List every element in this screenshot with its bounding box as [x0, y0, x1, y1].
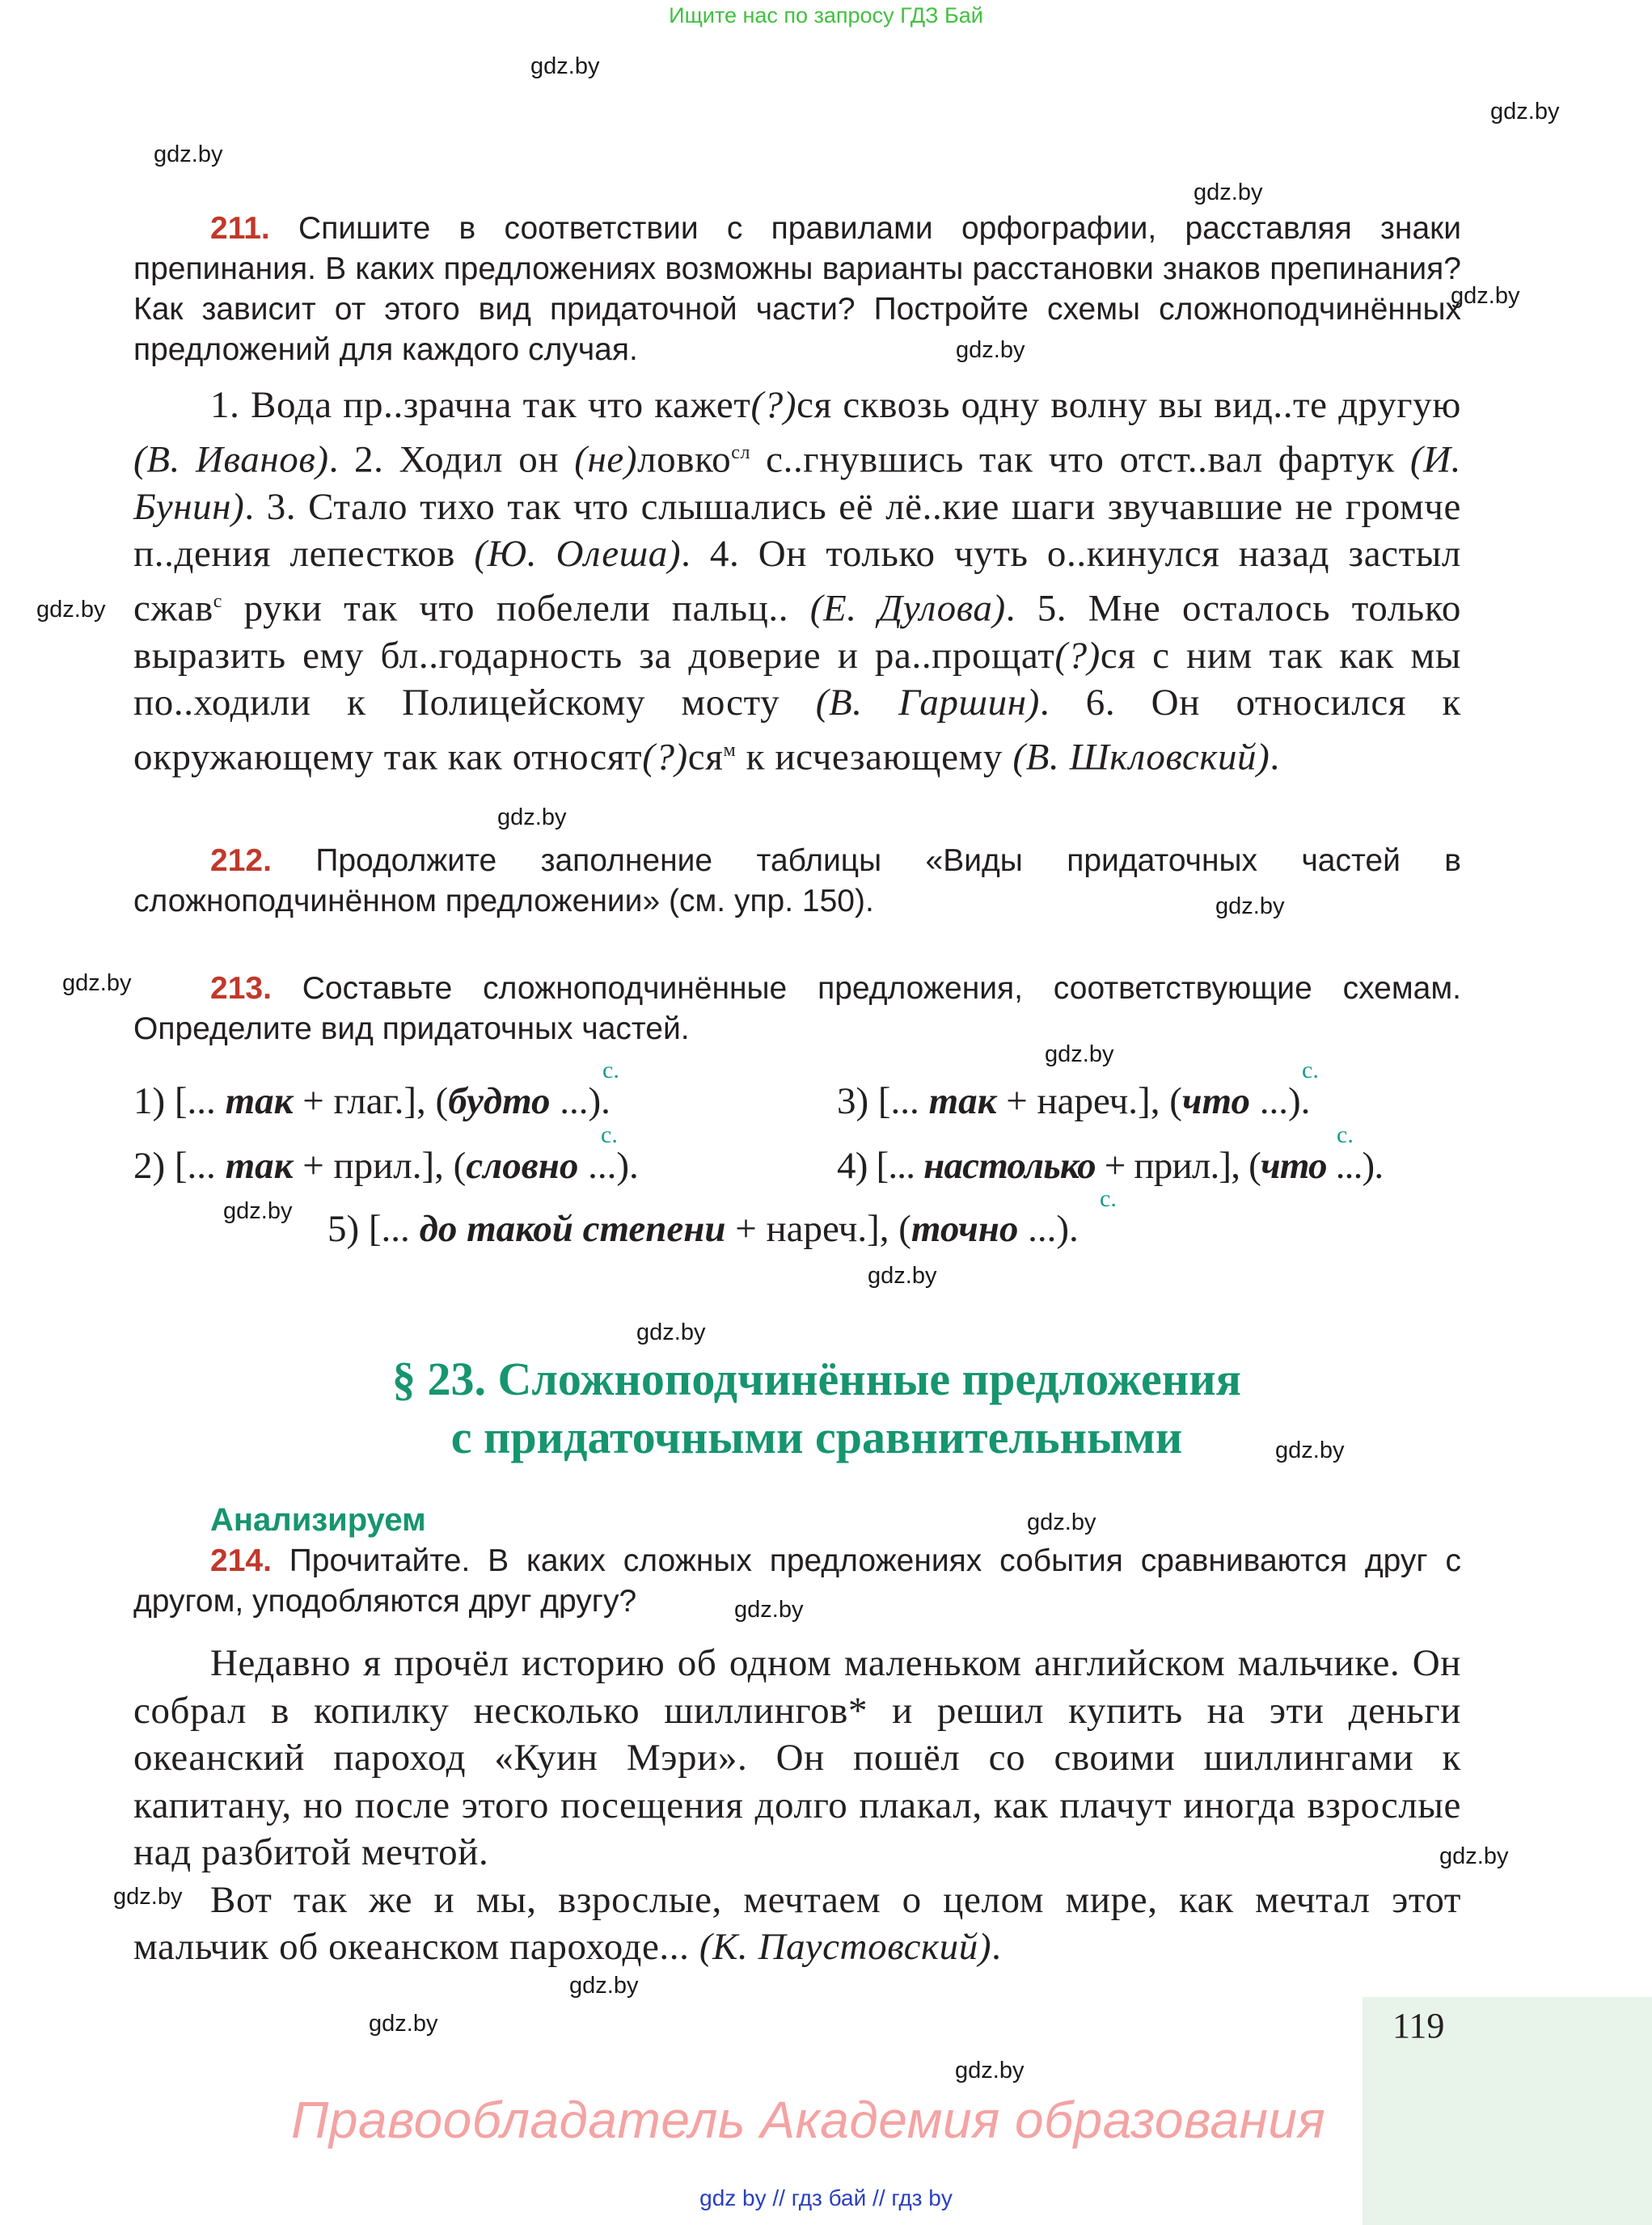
watermark: gdz.by — [154, 141, 223, 167]
exercise-paragraph: Недавно я прочёл историю об одном маленьком английском мальчике. Он собрал в копилку несколько шиллингов* и решил купить на эти деньги океанский пароход «Куин Мэри». Он пошёл со своими шиллингами к капитану, но после этого посещения долго плакал, как плачут иногда взрослые над разбитой мечтой. — [133, 1642, 1461, 1873]
exercise-paragraph: Вот так же и мы, взрослые, мечтаем о целом мире, как мечтал этот мальчик об океанском пароходе... (К. Паустовский). — [133, 1878, 1461, 1968]
conjunction-mark: с. — [602, 1057, 619, 1083]
watermark: gdz.by — [369, 2011, 438, 2037]
conjunction-mark: с. — [1337, 1121, 1354, 1148]
task-number: 213. — [210, 971, 272, 1006]
task-211 — [133, 209, 1461, 370]
subheading: Анализируем — [210, 1502, 426, 1538]
top-banner[interactable]: Ищите нас по запросу ГДЗ Бай — [669, 3, 983, 27]
watermark: gdz.by — [1045, 1041, 1114, 1067]
schema-3: 3) [... так + нареч.], (что ...). — [837, 1080, 1311, 1122]
schema-1: 1) [... так + глаг.], (будто ...). — [133, 1080, 611, 1122]
watermark: gdz.by — [1275, 1438, 1345, 1463]
task-text: Составьте сложноподчинённые предложения, соответствующие схемам. Определите вид придаточных частей. — [133, 971, 1462, 1046]
author: (И. Бунин) — [133, 438, 1462, 528]
watermark: gdz.by — [1194, 179, 1263, 205]
watermark: gdz.by — [497, 804, 567, 830]
copyright-notice: Правообладатель Академия образования — [291, 2091, 1326, 2149]
exercise-211-text — [133, 382, 1461, 781]
watermark: gdz.by — [1439, 1843, 1509, 1869]
watermark: gdz.by — [62, 970, 132, 996]
watermark: gdz.by — [113, 1884, 183, 1910]
watermark: gdz.by — [569, 1973, 639, 1999]
page-number: 119 — [1392, 2006, 1445, 2046]
task-number: 211. — [210, 211, 270, 246]
exercise-paragraph: 1. Вода пр..зрачна так что кажет(?)ся сквозь одну волну вы вид..те другую (В. Иванов). 2. Ходил он (не)ловко$^{сл}$ с..гнувшись так что отст..вал фартук (И. Бунин). 3. Стало тихо так что слышались её лё..кие шаги звучавшие не громче п..дения лепестков (Ю. Олеша). 4. Он только чуть о..кинулся назад застыл сжав$^с$ руки так что побелели пальц.. (Е. Дулова). 5. Мне осталось только выразить ему бл..годарность за доверие и ра..прощат(?)ся с ним так как мы по..ходили к Полицейскому мосту (В. Гаршин). 6. Он относился к окружающему так как $относят(?)ся^м$ к исчезающему (В. Шкловский). — [133, 384, 1462, 779]
author: (В. Гаршин) — [815, 682, 1040, 724]
watermark: gdz.by — [1490, 99, 1560, 125]
task-213 — [133, 969, 1461, 1049]
task-number: 212. — [210, 843, 272, 878]
conjunction-mark: с. — [1302, 1057, 1319, 1083]
task-text: Спишите в соответствии с правилами орфографии, расставляя знаки препинания. В каких предложениях возможны варианты расстановки знаков препинания? Как зависит от этого вид придаточной части? Постройте схемы сложноподчинённых предложений для каждого случая. — [133, 211, 1461, 367]
schema-2: 2) [... так + прил.], (словно ...). — [133, 1145, 639, 1187]
section-title-line-2: с придаточными сравнительными — [450, 1411, 1183, 1463]
bottom-links[interactable]: gdz by // гдз бай // гдз by — [699, 2185, 953, 2210]
author: (В. Шкловский) — [1012, 736, 1270, 779]
watermark: gdz.by — [734, 1597, 804, 1623]
task-text: Продолжите заполнение таблицы «Виды придаточных частей в сложноподчинённом предложении» (см. упр. 150). — [133, 843, 1461, 918]
author: (К. Паустовский) — [699, 1926, 992, 1968]
task-212 — [133, 841, 1461, 922]
task-number: 214. — [210, 1543, 272, 1578]
author: (Е. Дулова) — [809, 587, 1006, 630]
author: (В. Иванов) — [133, 438, 329, 481]
conjunction-mark: с. — [1100, 1185, 1117, 1212]
author: (Ю. Олеша) — [474, 533, 682, 576]
task-text: Прочитайте. В каких сложных предложениях события сравниваются друг с другом, уподобляются друг другу? — [133, 1543, 1462, 1619]
watermark: gdz.by — [636, 1319, 706, 1345]
watermark: gdz.by — [530, 53, 600, 79]
watermark: gdz.by — [868, 1263, 937, 1289]
watermark: gdz.by — [956, 337, 1025, 363]
watermark: gdz.by — [1027, 1509, 1096, 1535]
section-title-line-1: § 23. Сложноподчинённые предложения — [391, 1353, 1242, 1405]
section-title — [162, 1350, 1472, 1467]
task-214 — [133, 1541, 1461, 1622]
watermark: gdz.by — [223, 1198, 293, 1224]
watermark: gdz.by — [1215, 893, 1285, 919]
watermark: gdz.by — [1451, 283, 1520, 309]
conjunction-mark: с. — [601, 1121, 618, 1148]
exercise-214-text — [133, 1640, 1461, 1971]
schema-4: 4) [... настолько + прил.], (что ...). — [837, 1145, 1384, 1187]
schema-5: 5) [... до такой степени + нареч.], (точно ...). — [327, 1208, 1079, 1250]
watermark: gdz.by — [955, 2058, 1025, 2084]
watermark: gdz.by — [36, 597, 106, 623]
